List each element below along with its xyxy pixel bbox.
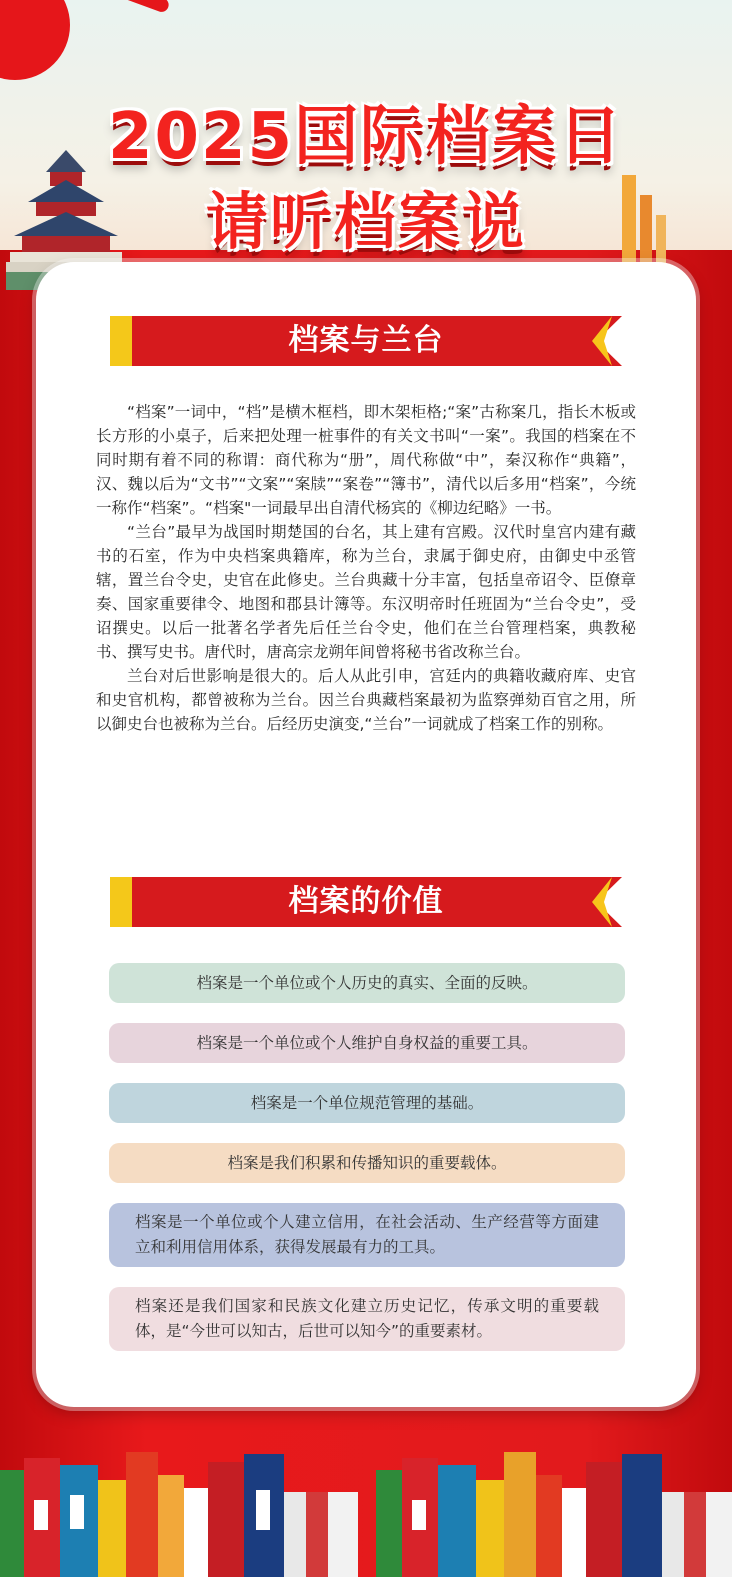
paragraph: “档案”一词中，“档”是横木框档，即木架柜格;“案”古称案几，指长木板或长方形的小桌子，后来把处理一桩事件的有关文书叫“一案”。我国的档案在不同时期有着不同的称谓：商代称为“册”，周代称做“中”，秦汉称作“典籍”，汉、魏以后为“文书”“文案”“案牍”“案卷”“簿书”，清代以后多用“档案”，今统一称作“档案”。“档案"一词最早出自清代杨宾的《柳边纪略》一书。	[96, 403, 636, 517]
section-banner-archive-value	[110, 877, 622, 927]
page-title-line2: 请听档案说	[205, 185, 526, 258]
value-item: 档案还是我们国家和民族文化建立历史记忆，传承文明的重要载体，是“今世可以知古，后世可以知今”的重要素材。	[109, 1287, 625, 1351]
bookshelf-icon	[0, 1440, 732, 1577]
value-item: 档案是我们积累和传播知识的重要载体。	[109, 1143, 625, 1183]
value-item: 档案是一个单位或个人历史的真实、全面的反映。	[109, 963, 625, 1003]
value-item: 档案是一个单位规范管理的基础。	[109, 1083, 625, 1123]
section-banner-archives-and-lantai	[110, 316, 622, 366]
section-body-text	[96, 400, 636, 736]
value-item: 档案是一个单位或个人维护自身权益的重要工具。	[109, 1023, 625, 1063]
page-title-line1: 2025国际档案日	[107, 100, 625, 174]
paragraph: 兰台对后世影响是很大的。后人从此引申，宫廷内的典籍收藏府库、史官和史官机构，都曾被称为兰台。因兰台典藏档案最初为监察弹劾百官之用，所以御史台也被称为兰台。后经历史演变,“兰台”一词就成了档案工作的别称。	[96, 667, 636, 733]
section-heading: 档案的价值	[288, 884, 444, 919]
section-heading: 档案与兰台	[288, 323, 444, 358]
paragraph: “兰台”最早为战国时期楚国的台名，其上建有宫殿。汉代时皇宫内建有藏书的石室，作为中央档案典籍库，称为兰台，隶属于御史府，由御史中丞管辖，置兰台令史，史官在此修史。兰台典藏十分丰富，包括皇帝诏令、臣僚章奏、国家重要律令、地图和郡县计簿等。东汉明帝时任班固为“兰台令史”，受诏撰史。以后一批著名学者先后任兰台令史，他们在兰台管理档案，典教秘书、撰写史书。唐代时，唐高宗龙朔年间曾将秘书省改称兰台。	[96, 523, 636, 661]
value-item: 档案是一个单位或个人建立信用，在社会活动、生产经营等方面建立和利用信用体系，获得发展最有力的工具。	[109, 1203, 625, 1267]
